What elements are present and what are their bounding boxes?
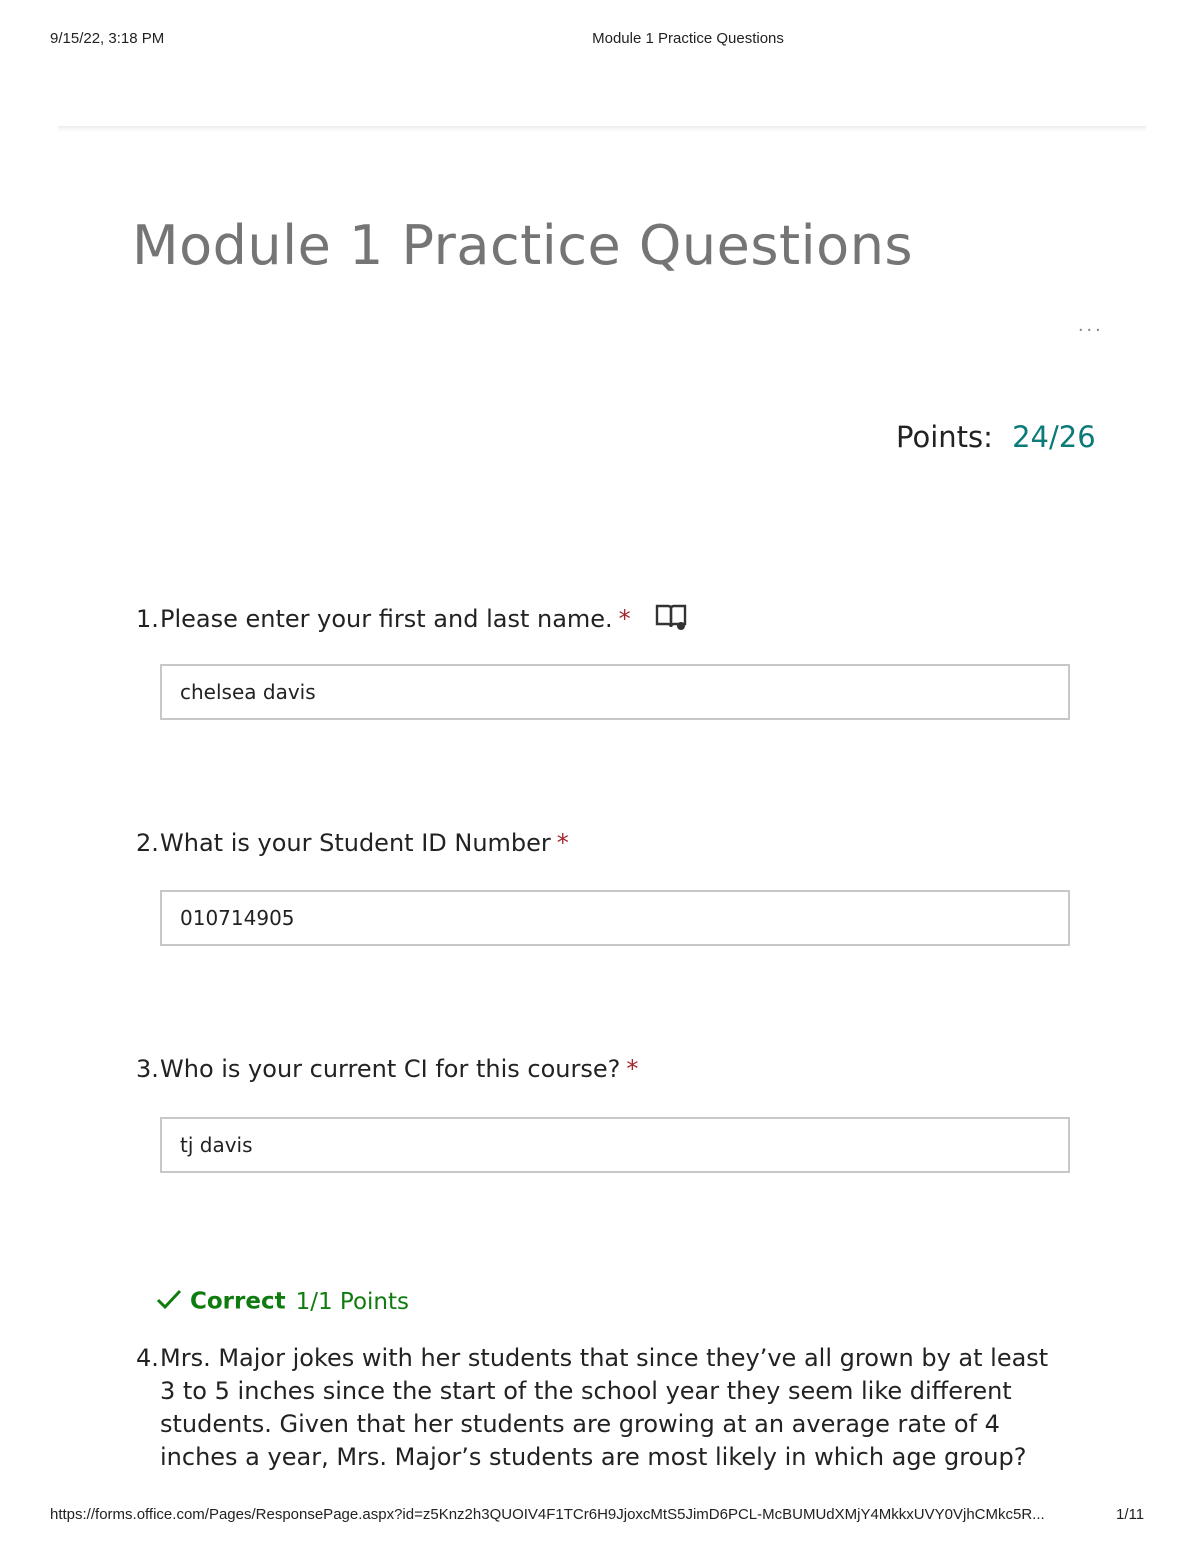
- question-1-title: [136, 602, 688, 638]
- question-number: 2.: [136, 829, 159, 857]
- question-3-title: [136, 1055, 638, 1083]
- points-label: Points:: [896, 420, 993, 454]
- question-text: What is your Student ID Number: [160, 829, 551, 857]
- print-url: https://forms.office.com/Pages/ResponsePage.aspx?id=z5Knz2h3QUOIV4F1TCr6H9JjoxcMtS5JimD6PCL-McBUMUdXMjY4MkkxUVY0VjhCMkc5R...: [50, 1506, 1045, 1523]
- more-options-button[interactable]: ...: [1078, 314, 1104, 336]
- result-status: Correct: [190, 1288, 286, 1315]
- question-number: 4.: [136, 1344, 159, 1372]
- required-marker: *: [626, 1055, 639, 1083]
- print-datetime: 9/15/22, 3:18 PM: [50, 30, 165, 47]
- print-page-number: 1/11: [1116, 1506, 1145, 1523]
- question-4-result: [156, 1288, 409, 1316]
- print-title: Module 1 Practice Questions: [592, 30, 784, 47]
- question-text: Who is your current CI for this course?: [160, 1055, 621, 1083]
- required-marker: *: [618, 605, 631, 633]
- question-number: 1.: [136, 605, 159, 633]
- answer-field-2[interactable]: 010714905: [160, 890, 1070, 946]
- question-2-title: [136, 829, 569, 857]
- form-top-divider: [58, 126, 1146, 132]
- result-points: 1/1 Points: [295, 1288, 410, 1315]
- answer-field-3[interactable]: tj davis: [160, 1117, 1070, 1173]
- points-value: 24/26: [1012, 420, 1096, 454]
- question-text: Mrs. Major jokes with her students that since they’ve all grown by at least 3 to 5 inches since the start of the school year they seem like different students. Given that her students are growing at an average rate of 4 inches a year, Mrs. Major’s students are most likely in which age group?: [160, 1344, 1049, 1471]
- question-text: Please enter your first and last name.: [160, 605, 613, 633]
- question-number: 3.: [136, 1055, 159, 1083]
- points-summary: [896, 420, 1096, 454]
- checkmark-icon: [156, 1288, 182, 1316]
- required-marker: *: [556, 829, 569, 857]
- immersive-reader-icon[interactable]: [654, 602, 688, 638]
- form-title: Module 1 Practice Questions: [132, 214, 914, 277]
- question-4-title: [136, 1342, 1066, 1474]
- answer-field-1[interactable]: chelsea davis: [160, 664, 1070, 720]
